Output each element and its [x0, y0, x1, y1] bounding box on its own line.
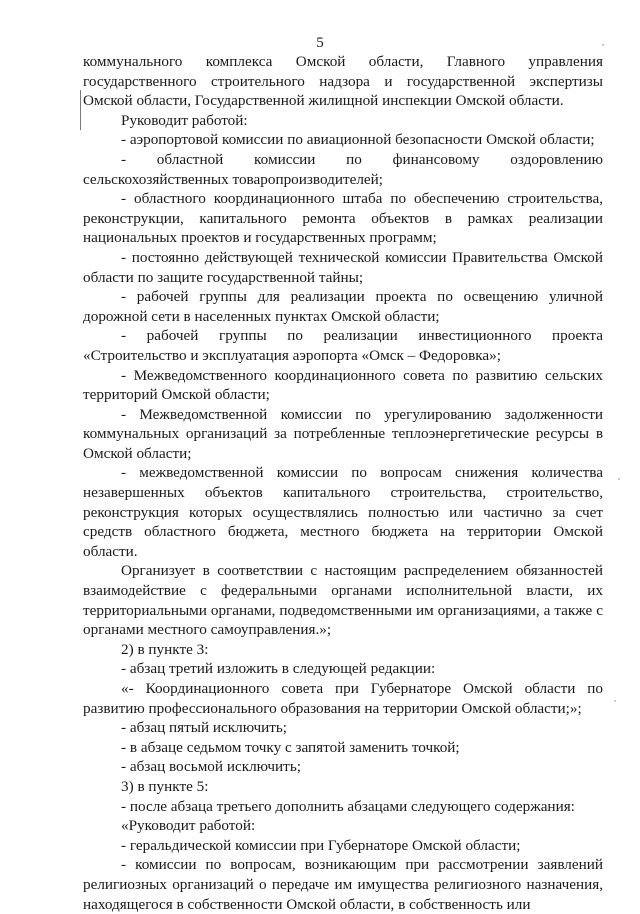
scan-speck: [618, 478, 620, 480]
paragraph: - комиссии по вопросам, возникающим при рассмотрении заявлений религиозных организаций о передаче им имущества религиозного назначения, находящегося в собственности Омской области, в собственность или: [83, 856, 603, 913]
paragraph: - постоянно действующей технической комиссии Правительства Омской области по защите государственной тайны;: [83, 248, 603, 286]
paragraph: - рабочей группы по реализации инвестиционного проекта «Строительство и эксплуатация аэропорта «Омск – Федоровка»;: [83, 327, 603, 364]
paragraph: «Руководит работой:: [121, 817, 256, 835]
document-body: [83, 52, 603, 914]
paragraph: - Межведомственного координационного совета по развитию сельских территорий Омской области;: [83, 366, 603, 404]
scan-speck: [614, 700, 616, 702]
paragraph: - аэропортовой комиссии по авиационной безопасности Омской области;: [121, 131, 595, 149]
scan-speck: [602, 44, 604, 46]
paragraph: 3) в пункте 5:: [121, 777, 209, 795]
paragraph: - после абзаца третьего дополнить абзацами следующего содержания:: [121, 797, 575, 815]
paragraph: - межведомственной комиссии по вопросам снижения количества незавершенных объектов капитального строительства, строительство, реконструкция которых осуществлялись полностью или частично за счет средств областного бюджета, местного бюджета на территории Омской области.: [83, 464, 603, 560]
paragraph: Руководит работой:: [121, 111, 248, 129]
paragraph: - геральдической комиссии при Губернаторе Омской области;: [121, 836, 521, 854]
page-number: 5: [316, 35, 324, 51]
paragraph: - областной комиссии по финансовому оздоровлению сельскохозяйственных товаропроизводителей;: [83, 150, 603, 188]
paragraph: Организует в соответствии с настоящим распределением обязанностей взаимодействие с федеральными органами исполнительной власти, их территориальными органами, подведомственными им организациями, а также с органами местного самоуправления.»;: [83, 562, 603, 639]
paragraph: 2) в пункте 3:: [121, 640, 209, 658]
paragraph: - абзац третий изложить в следующей редакции:: [121, 660, 436, 678]
paragraph: коммунального комплекса Омской области, Главного управления государственного строительного надзора и государственной экспертизы Омской области, Государственной жилищной инспекции Омской области.: [83, 53, 603, 110]
scan-edge-mark: [80, 90, 81, 130]
paragraph: - рабочей группы для реализации проекта по освещению уличной дорожной сети в населенных пунктах Омской области;: [83, 288, 603, 325]
paragraph: - абзац восьмой исключить;: [121, 758, 301, 776]
paragraph: - Межведомственной комиссии по урегулированию задолженности коммунальных организаций за потребленные теплоэнергетические ресурсы в Омской области;: [83, 405, 603, 462]
paragraph: - абзац пятый исключить;: [121, 719, 288, 737]
paragraph: - областного координационного штаба по обеспечению строительства, реконструкции, капитального ремонта объектов в рамках реализации национальных проектов и государственных программ;: [83, 190, 603, 247]
paragraph: - в абзаце седьмом точку с запятой заменить точкой;: [121, 738, 460, 756]
paragraph: «- Координационного совета при Губернаторе Омской области по развитию профессионального образования на территории Омской области;»;: [83, 680, 603, 717]
